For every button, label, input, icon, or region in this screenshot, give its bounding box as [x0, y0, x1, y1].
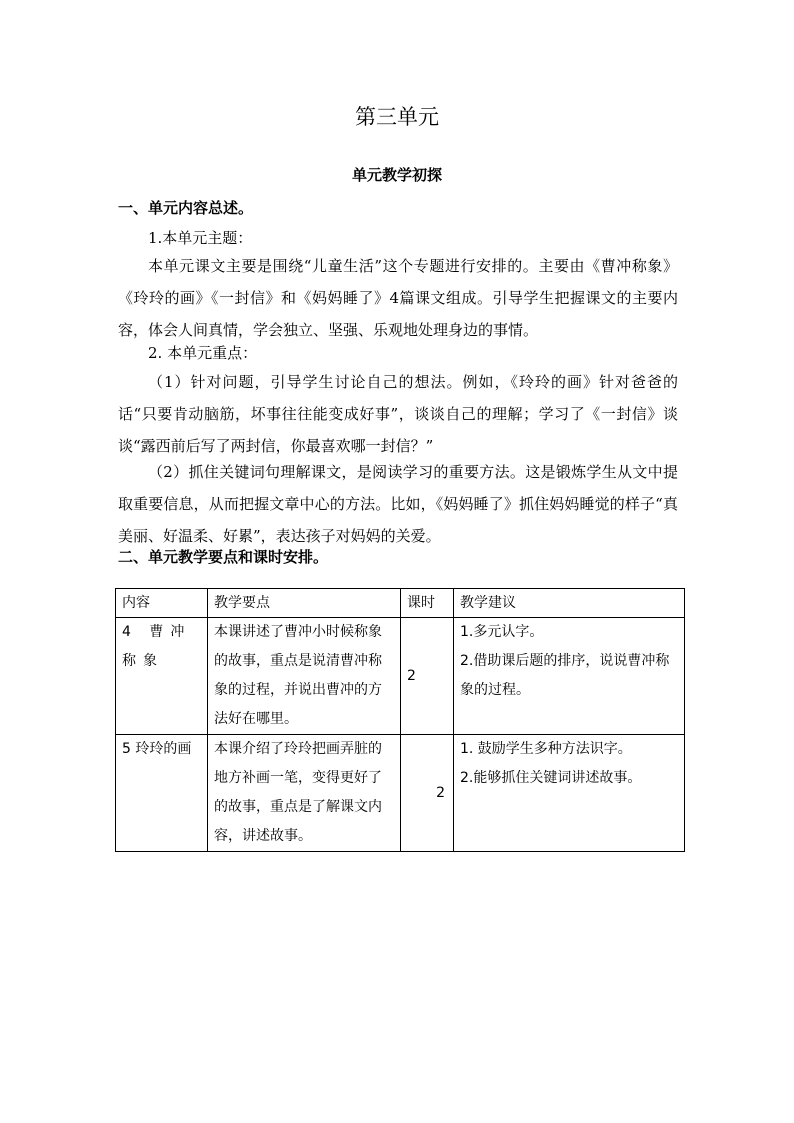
header-advice: 教学建议 — [454, 589, 685, 618]
lesson-plan-table — [115, 588, 685, 852]
row-points: 本课介绍了玲玲把画弄脏的地方补画一笔，变得更好了的故事，重点是了解课文内容，讲述故事。 — [208, 735, 401, 852]
advice-item: 2.借助课后题的排序，说说曹冲称象的过程。 — [460, 653, 670, 698]
focus-paragraph-2: （2）抓住关键词句理解课文，是阅读学习的重要方法。这是锻炼学生从文中提取重要信息，从而把握文章中心的方法。比如，《妈妈睡了》抓住妈妈睡觉的样子“真美丽、好温柔、好累”，表达孩子对妈妈的关爱。 — [118, 463, 678, 545]
theme-label: 1.本单元主题： — [148, 229, 253, 247]
row-content: 5 玲玲的画 — [116, 735, 208, 852]
header-content: 内容 — [116, 589, 208, 618]
focus-paragraph-1: （1）针对问题，引导学生讨论自己的想法。例如，《玲玲的画》针对爸爸的话“只要肯动脑筋，坏事往往能变成好事”，谈谈自己的理解；学习了《一封信》谈谈“露西前后写了两封信，你最喜欢哪一封信？” — [118, 373, 678, 455]
focus-label: 2. 本单元重点： — [148, 344, 258, 362]
advice-item: 1. 鼓励学生多种方法识字。 — [460, 741, 632, 757]
section-heading-2: 二、单元教学要点和课时安排。 — [118, 548, 329, 566]
row-advice — [454, 618, 685, 735]
row-hours: 2 — [401, 618, 454, 735]
header-hours: 课时 — [401, 589, 454, 618]
row-advice — [454, 735, 685, 852]
row-content: 4 曹冲称象 — [116, 618, 208, 735]
row-hours: 2 — [401, 735, 454, 852]
table-row — [116, 735, 685, 852]
advice-item: 1.多元认字。 — [460, 624, 544, 640]
page-subtitle: 单元教学初探 — [351, 166, 442, 184]
page-title: 第三单元 — [355, 105, 439, 129]
table-row — [116, 618, 685, 735]
table-header-row — [116, 589, 685, 618]
section-heading-1: 一、单元内容总述。 — [118, 199, 254, 217]
row-points: 本课讲述了曹冲小时候称象的故事，重点是说清曹冲称象的过程，并说出曹冲的方法好在哪里。 — [208, 618, 401, 735]
theme-paragraph: 本单元课文主要是围绕“儿童生活”这个专题进行安排的。主要由《曹冲称象》《玲玲的画》《一封信》和《妈妈睡了》4篇课文组成。引导学生把握课文的主要内容，体会人间真情，学会独立、坚强、乐观地处理身边的事情。 — [118, 257, 678, 339]
advice-item: 2.能够抓住关键词讲述故事。 — [460, 770, 642, 786]
header-points: 教学要点 — [208, 589, 401, 618]
